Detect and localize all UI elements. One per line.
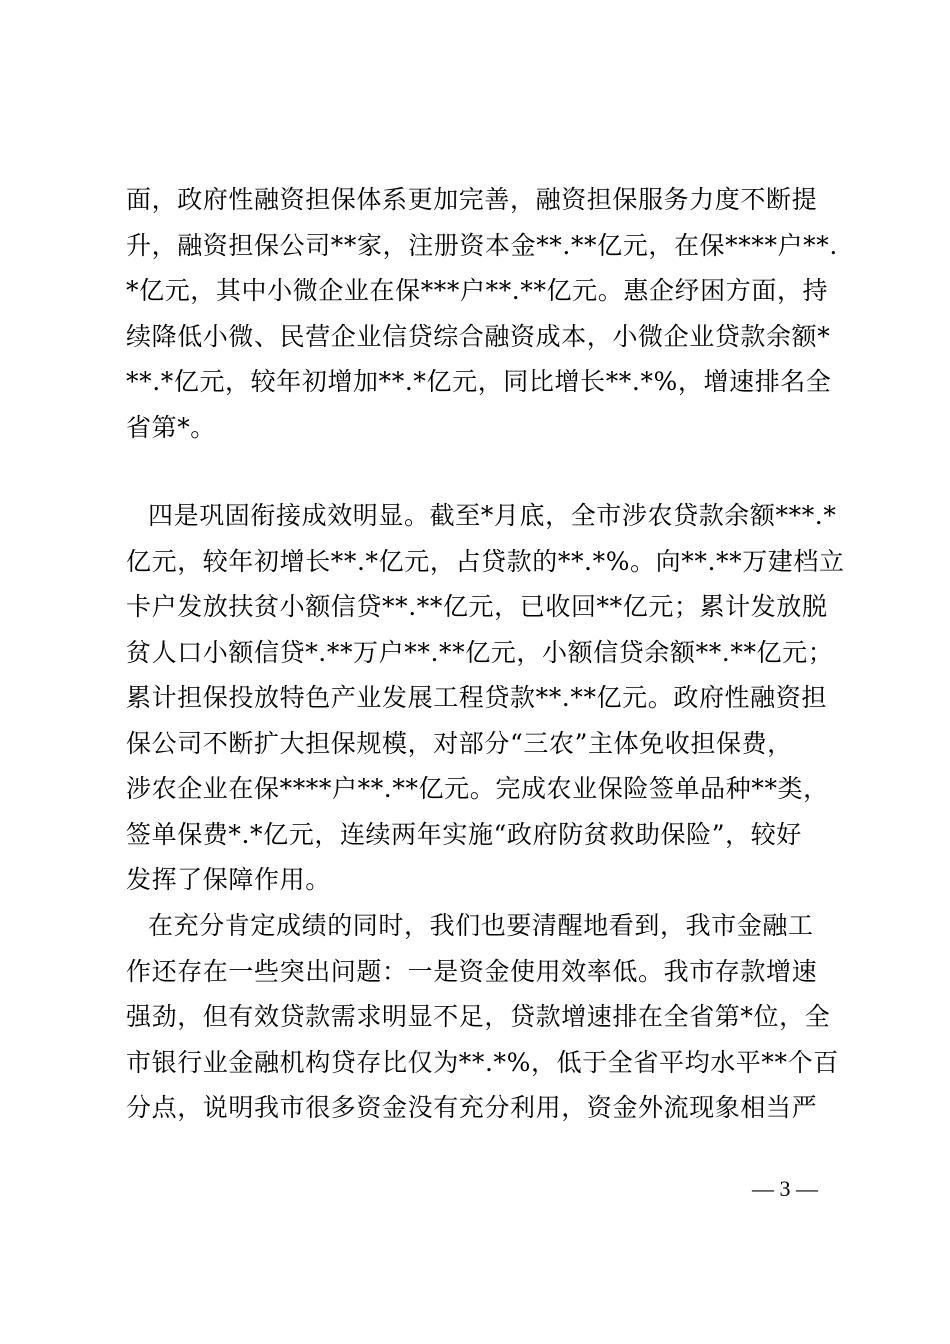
paragraph-problems	[126, 903, 839, 1131]
text-line: **.*亿元，较年初增加**.*亿元，同比增长**.*%，增速排名全	[126, 367, 832, 396]
text-line: 分点，说明我市很多资金没有充分利用，资金外流现象相当严	[126, 1093, 818, 1122]
text-line: 四是巩固衔接成效明显。截至*月底，全市涉农贷款余额***.*	[148, 501, 837, 530]
paragraph-rural-support	[126, 493, 845, 903]
text-line: 升，融资担保公司**家，注册资本金**.**亿元，在保****户**.	[126, 230, 838, 260]
text-line: 续降低小微、民营企业信贷综合融资成本，小微企业贷款余额*	[126, 321, 831, 351]
text-line: 签单保费*.*亿元，连续两年实施“政府防贫救助保险”，较好	[126, 819, 802, 849]
paragraph-financing-guarantee	[126, 177, 838, 450]
text-line: 亿元，较年初增长**.*亿元，占贷款的**.*%。向**.**万建档立	[126, 546, 845, 576]
text-line: 面，政府性融资担保体系更加完善，融资担保服务力度不断提	[126, 185, 818, 214]
text-line: 卡户发放扶贫小额信贷**.**亿元，已收回**亿元；累计发放脱	[126, 592, 828, 621]
text-line: *亿元，其中小微企业在保***户**.**亿元。惠企纾困方面，持	[126, 276, 829, 305]
text-line: 保公司不断扩大担保规模，对部分“三农”主体免收担保费，	[126, 728, 793, 758]
text-line: 作还存在一些突出问题：一是资金使用效率低。我市存款增速	[126, 956, 818, 986]
text-line: 省第*。	[126, 412, 216, 442]
text-line: 涉农企业在保****户**.**亿元。完成农业保险签单品种**类，	[126, 774, 829, 803]
text-line: 发挥了保障作用。	[126, 865, 331, 894]
text-line: 市银行业金融机构贷存比仅为**.*%，低于全省平均水平**个百	[126, 1047, 839, 1077]
page-number: — 3 —	[752, 1176, 818, 1201]
text-line: 在充分肯定成绩的同时，我们也要清醒地看到，我市金融工	[148, 911, 814, 940]
text-line: 强劲，但有效贷款需求明显不足，贷款增速排在全省第*位，全	[126, 1002, 831, 1031]
text-line: 累计担保投放特色产业发展工程贷款**.**亿元。政府性融资担	[126, 683, 827, 712]
text-line: 贫人口小额信贷*.**万户**.**亿元，小额信贷余额**.**亿元；	[126, 637, 834, 667]
